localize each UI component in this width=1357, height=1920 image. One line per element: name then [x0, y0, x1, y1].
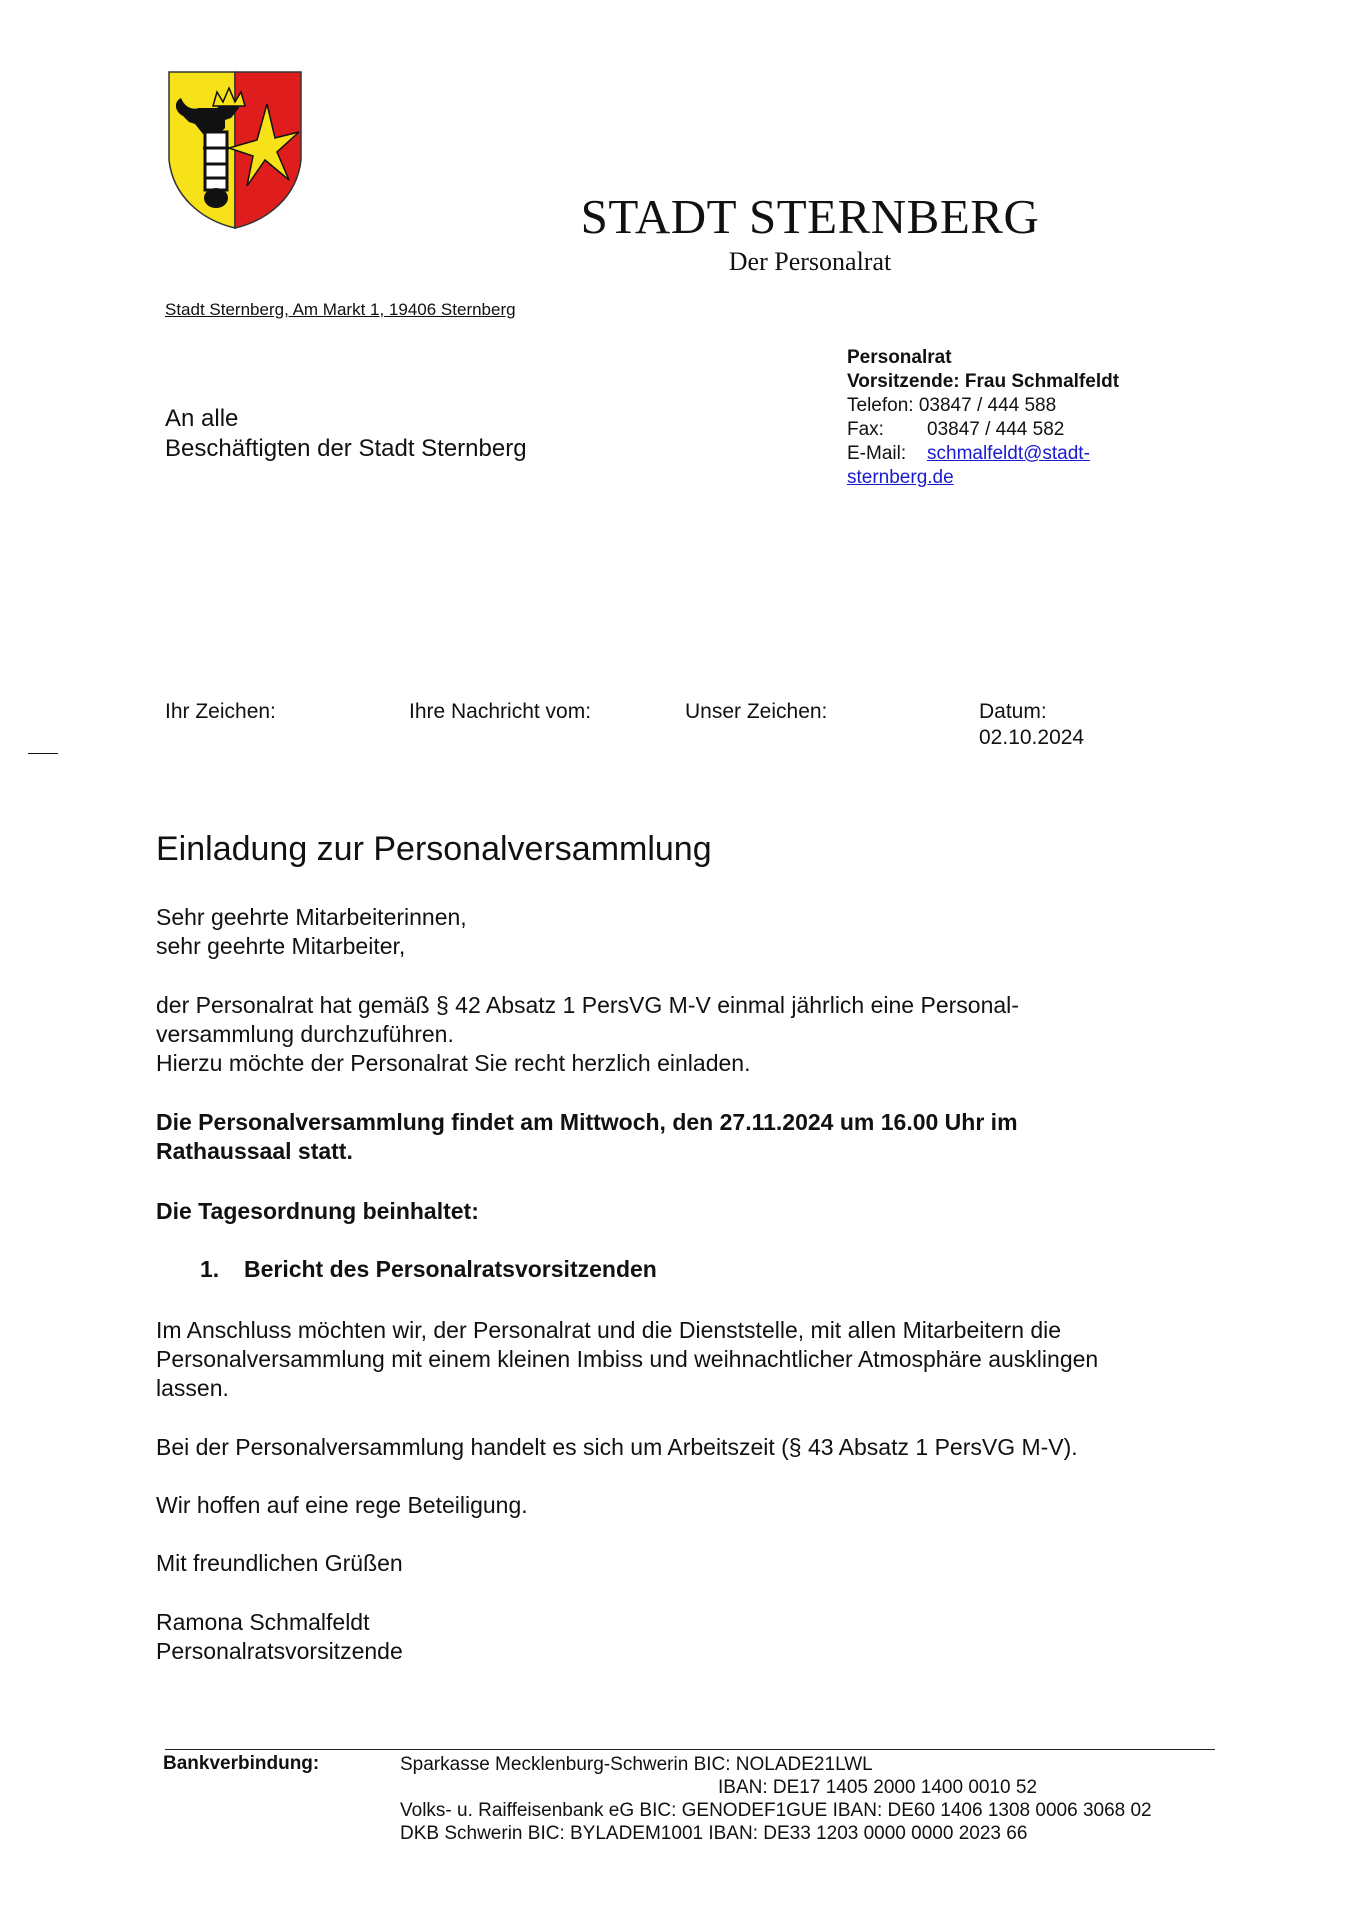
- paragraph-line: Die Personalversammlung findet am Mittwoch, den 27.11.2024 um 16.00 Uhr im: [156, 1109, 1018, 1135]
- paragraph-5: Wir hoffen auf eine rege Beteiligung.: [156, 1492, 528, 1518]
- contact-title: Personalrat: [847, 347, 952, 368]
- bank-line: IBAN: DE17 1405 2000 1400 0010 52: [718, 1777, 1038, 1798]
- signer-title: Personalratsvorsitzende: [156, 1638, 403, 1664]
- contact-phone: [847, 394, 1119, 418]
- contact-fax: [847, 418, 1119, 442]
- datum-label: Datum:: [979, 700, 1047, 723]
- fax-value: 03847 / 444 582: [927, 419, 1065, 440]
- paragraph-4: Bei der Personalversammlung handelt es sich um Arbeitszeit (§ 43 Absatz 1 PersVG M-V).: [156, 1434, 1078, 1460]
- paragraph-line: der Personalrat hat gemäß § 42 Absatz 1 PersVG M-V einmal jährlich eine Personal-: [156, 992, 1019, 1018]
- meeting-announcement: [156, 1108, 1226, 1166]
- recipient-line: Beschäftigten der Stadt Sternberg: [165, 435, 527, 462]
- salutation-line: sehr geehrte Mitarbeiter,: [156, 933, 406, 959]
- org-name: STADT STERNBERG: [580, 189, 1040, 244]
- paragraph-line: Hierzu möchte der Personalrat Sie recht herzlich einladen.: [156, 1050, 751, 1076]
- salutation: [156, 903, 1226, 961]
- footer-divider: [165, 1749, 1215, 1750]
- recipient-line: An alle: [165, 405, 239, 432]
- bank-line: Volks- u. Raiffeisenbank eG BIC: GENODEF1GUE IBAN: DE60 1406 1308 0006 3068 02: [400, 1800, 1152, 1821]
- ref-datum: [979, 699, 1084, 751]
- paragraph-1: [156, 991, 1226, 1078]
- letter-subject: Einladung zur Personalversammlung: [156, 830, 712, 868]
- agenda-heading: Die Tagesordnung beinhaltet:: [156, 1198, 479, 1224]
- paragraph-line: Rathaussaal statt.: [156, 1138, 353, 1164]
- agenda-number: 1.: [200, 1256, 220, 1282]
- signature-block: [156, 1608, 1226, 1666]
- ref-ihr-zeichen: Ihr Zeichen:: [165, 700, 276, 723]
- phone-value: 03847 / 444 588: [918, 395, 1057, 416]
- org-subtitle: Der Personalrat: [728, 247, 892, 276]
- sender-address-line: Stadt Sternberg, Am Markt 1, 19406 Sternberg: [165, 300, 516, 319]
- paragraph-line: Personalversammlung mit einem kleinen Imbiss und weihnachtlicher Atmosphäre ausklingen: [156, 1346, 1099, 1372]
- datum-value: 02.10.2024: [979, 726, 1085, 749]
- closing: Mit freundlichen Grüßen: [156, 1550, 403, 1576]
- coat-of-arms-icon: [165, 68, 305, 233]
- paragraph-line: Im Anschluss möchten wir, der Personalrat und die Dienststelle, mit allen Mitarbeitern die: [156, 1317, 1062, 1343]
- phone-label: Telefon:: [847, 395, 914, 416]
- signer-name: Ramona Schmalfeldt: [156, 1609, 370, 1635]
- email-link-continued[interactable]: sternberg.de: [847, 467, 954, 488]
- ref-ihre-nachricht: Ihre Nachricht vom:: [409, 700, 592, 723]
- bank-line: DKB Schwerin BIC: BYLADEM1001 IBAN: DE33 1203 0000 0000 2023 66: [400, 1823, 1028, 1844]
- ref-unser-zeichen: Unser Zeichen:: [685, 700, 828, 723]
- footer-bank-label: Bankverbindung:: [163, 1753, 320, 1774]
- paragraph-line: versammlung durchzuführen.: [156, 1021, 454, 1047]
- fax-label: Fax:: [847, 419, 884, 440]
- recipient-address: [165, 404, 527, 464]
- contact-chair: Vorsitzende: Frau Schmalfeldt: [847, 371, 1120, 392]
- email-link[interactable]: schmalfeldt@stadt-: [927, 443, 1090, 464]
- agenda-item: [200, 1256, 657, 1283]
- contact-email: [847, 442, 1119, 466]
- fold-mark: [28, 753, 58, 754]
- paragraph-line: lassen.: [156, 1375, 229, 1401]
- footer-bank-details: [400, 1753, 1152, 1845]
- bank-line: Sparkasse Mecklenburg-Schwerin BIC: NOLADE21LWL: [400, 1754, 873, 1775]
- paragraph-3: [156, 1316, 1226, 1403]
- email-label: E-Mail:: [847, 443, 907, 464]
- salutation-line: Sehr geehrte Mitarbeiterinnen,: [156, 904, 467, 930]
- agenda-text: Bericht des Personalratsvorsitzenden: [243, 1256, 657, 1282]
- contact-block: [847, 346, 1119, 490]
